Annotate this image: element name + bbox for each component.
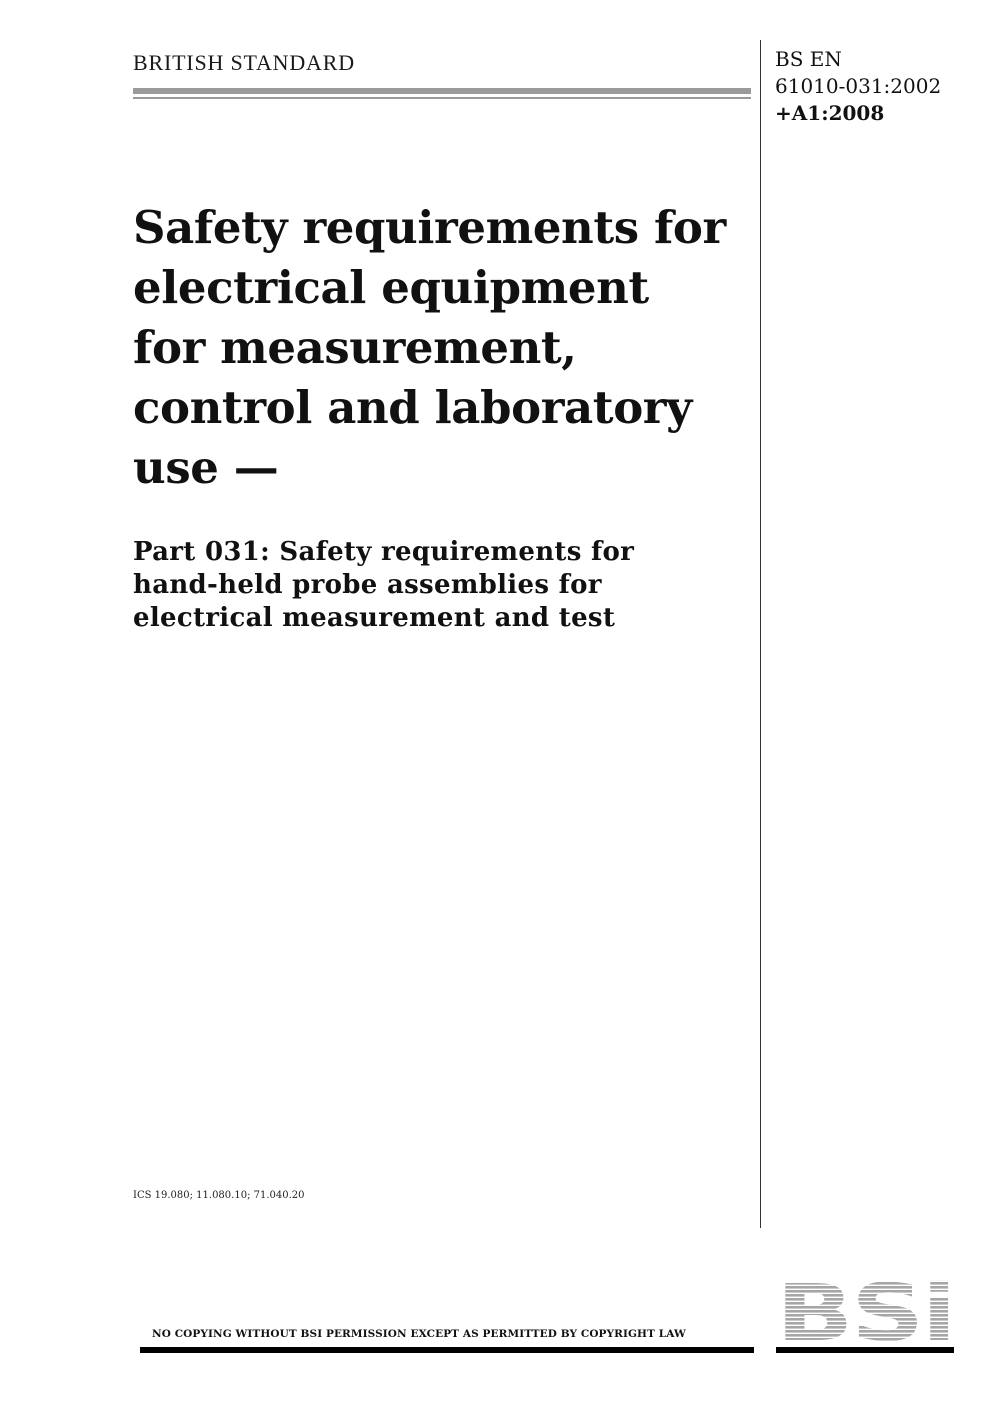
publisher-label: BRITISH STANDARD xyxy=(133,50,355,75)
main-title-line-3: for measurement, xyxy=(133,321,577,374)
part-title-line-2: hand-held probe assemblies for xyxy=(133,570,602,600)
main-title xyxy=(133,198,755,498)
bsi-logo-text: BSi xyxy=(776,1278,954,1344)
main-title-line-2: electrical equipment xyxy=(133,261,649,314)
logo-underline xyxy=(776,1347,954,1353)
part-title-line-3: electrical measurement and test xyxy=(133,603,616,633)
part-title-line-1: Part 031: Safety requirements for xyxy=(133,537,635,567)
main-title-line-1: Safety requirements for xyxy=(133,201,726,254)
main-title-line-4: control and laboratory xyxy=(133,381,692,434)
amendment-label: +A1:2008 xyxy=(775,101,885,125)
standard-number xyxy=(775,46,941,127)
header-rule-thin xyxy=(133,97,751,99)
header-rule-thick xyxy=(133,88,751,94)
part-title xyxy=(133,536,755,635)
footer-rule xyxy=(140,1347,754,1353)
ics-codes: ICS 19.080; 11.080.10; 71.040.20 xyxy=(133,1190,305,1201)
copyright-notice: NO COPYING WITHOUT BSI PERMISSION EXCEPT AS PERMITTED BY COPYRIGHT LAW xyxy=(152,1328,686,1340)
column-divider xyxy=(760,40,761,1228)
main-title-line-5: use — xyxy=(133,441,279,494)
standard-number-line-2: 61010-031:2002 xyxy=(775,74,942,98)
standard-number-line-1: BS EN xyxy=(775,47,842,71)
bsi-logo xyxy=(776,1278,954,1344)
